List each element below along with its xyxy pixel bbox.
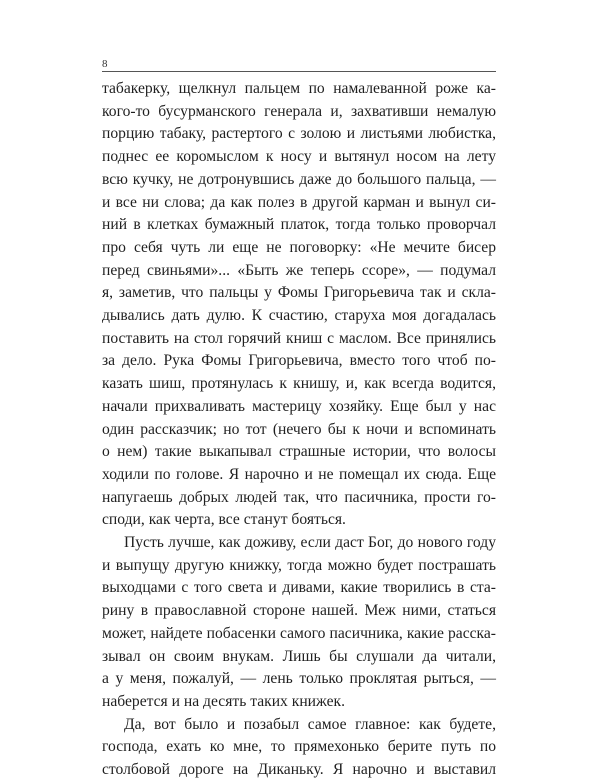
text-line: столбовой дороге на Диканьку. Я нарочно и выставил [102,761,496,779]
text-line: споди, как черта, все станут бояться. [102,511,346,529]
text-line: про себя чуть ли еще не поговорку: «Не мечите бисер [102,238,496,256]
text-line: наберется и на десять таких книжек. [102,692,345,710]
text-line: дывались дать дулю. К счастию, старуха моя догадалась [102,307,496,325]
text-line: а у меня, пожалуй, — лень только проклятая рыться, — [102,670,496,688]
text-line: господа, ехать ко мне, то прямехонько берите путь по [102,738,496,756]
text-line: ний в клетках бумажный платок, тогда только проворчал [102,216,496,234]
text-line: кого-то бусурманского генерала и, захвативши немалую [102,102,496,120]
text-line: поднес ее коромыслом к носу и вытянул носом на лету [102,148,496,166]
body-text [102,78,496,782]
text-line: всю кучку, не дотронувшись даже до большого пальца, — [102,170,496,188]
text-line: о нем) такие выкапывал страшные истории, что волосы [102,443,496,461]
text-line: и все ни слова; да как полез в другой карман и вынул си- [102,193,496,211]
text-line: начали прихваливать мастерицу хозяйку. Еще был у нас [102,397,496,415]
text-line: за дело. Рука Фомы Григорьевича, вместо того чтоб по- [102,352,496,370]
text-line: табакерку, щелкнул пальцем по намалеванной роже ка- [102,80,496,97]
text-line: Пусть лучше, как доживу, если даст Бог, до нового году [124,534,496,552]
text-line: выходцами с того света и дивами, какие творились в ста- [102,579,496,597]
text-line: один рассказчик; но тот (нечего бы к ночи и вспоминать [102,420,496,438]
text-line: порцию табаку, растертого с золою и листьями любистка, [102,125,496,143]
text-line: казать шиш, протянулась к книшу, и, как всегда водится, [102,375,496,393]
header-rule [102,71,496,72]
text-line: и выпущу другую книжку, тогда можно будет пострашать [102,556,496,574]
text-line: напугаешь добрых людей так, что пасичника, прости го- [102,488,496,506]
text-line: ходили по голове. Я нарочно и не помещал их сюда. Еще [102,465,496,483]
page-number: 8 [102,58,108,70]
text-line: может, найдете побасенки самого пасичника, какие расска- [102,624,496,642]
text-line: я, заметив, что пальцы у Фомы Григорьевича так и скла- [102,284,496,302]
text-line: поставить на стол горячий книш с маслом. Все принялись [102,329,496,347]
text-line: зывал он своим внукам. Лишь бы слушали да читали, [102,647,496,665]
text-line: рину в православной стороне нашей. Меж ними, статься [102,602,496,620]
text-line: Да, вот было и позабыл самое главное: как будете, [124,715,496,733]
text-line: перед свиньями»... «Быть же теперь ссоре», — подумал [102,261,496,279]
